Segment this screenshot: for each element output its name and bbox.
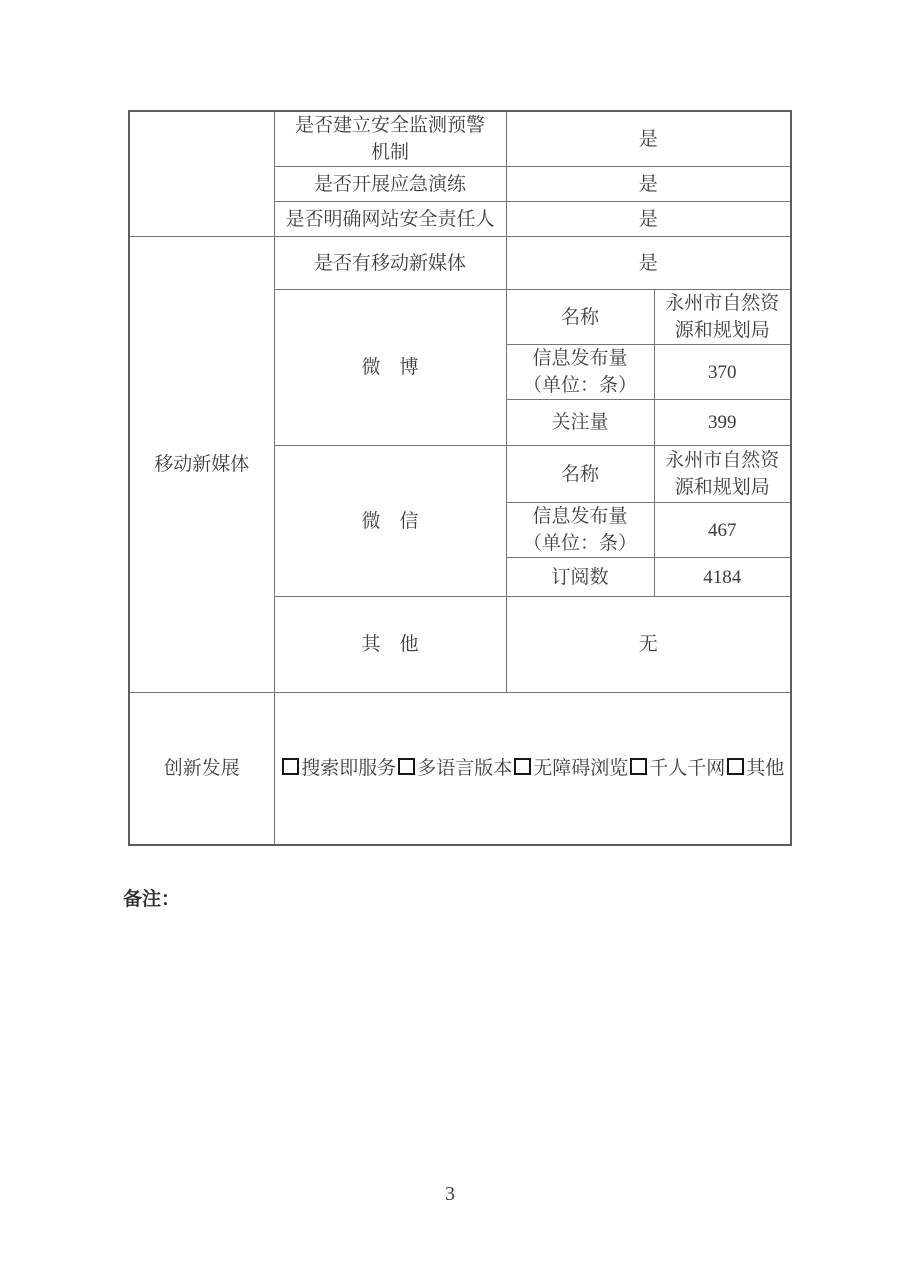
innovation-options-line	[279, 755, 787, 782]
weibo-posts-value: 370	[654, 345, 791, 400]
checkbox-unchecked-icon	[398, 758, 415, 775]
wechat-posts-label	[506, 503, 654, 558]
wechat-posts-label-line1: 信息发布量	[532, 506, 628, 527]
table-row	[129, 693, 791, 845]
security-monitoring-label-line1: 是否建立安全监测预警	[294, 115, 485, 136]
security-officer-value: 是	[506, 202, 791, 237]
mobile-media-section-header: 移动新媒体	[129, 237, 274, 693]
wechat-group-label: 微 信	[274, 446, 506, 597]
innovation-option	[396, 758, 512, 779]
wechat-posts-value: 467	[654, 503, 791, 558]
innovation-option	[512, 758, 628, 779]
innovation-section-header: 创新发展	[129, 693, 274, 845]
checkbox-unchecked-icon	[514, 758, 531, 775]
innovation-option-label: 多语言版本	[417, 757, 513, 779]
security-section-header-cell-empty	[129, 111, 274, 237]
weibo-posts-label	[506, 345, 654, 400]
weibo-name-value-text: 永州市自然资源和规划局	[665, 293, 780, 341]
security-monitoring-value: 是	[506, 111, 791, 167]
wechat-subscribers-value: 4184	[654, 558, 791, 597]
innovation-option-label: 搜索即服务	[301, 757, 397, 779]
innovation-option	[280, 758, 396, 779]
has-mobile-media-label: 是否有移动新媒体	[274, 237, 506, 290]
security-monitoring-label	[274, 111, 506, 167]
weibo-posts-label-line2: （单位：条）	[522, 375, 637, 396]
checkbox-unchecked-icon	[727, 758, 744, 775]
weibo-followers-value: 399	[654, 400, 791, 446]
table-row	[129, 237, 791, 290]
security-officer-label: 是否明确网站安全责任人	[274, 202, 506, 237]
checkbox-unchecked-icon	[282, 758, 299, 775]
weibo-group-label: 微 博	[274, 290, 506, 446]
emergency-drill-label: 是否开展应急演练	[274, 167, 506, 202]
weibo-followers-label: 关注量	[506, 400, 654, 446]
annual-report-table	[128, 110, 792, 846]
has-mobile-media-value: 是	[506, 237, 791, 290]
checkbox-unchecked-icon	[630, 758, 647, 775]
weibo-name-value	[654, 290, 791, 345]
weibo-posts-label-line1: 信息发布量	[532, 348, 628, 369]
innovation-option	[725, 758, 784, 779]
other-media-value: 无	[506, 597, 791, 693]
emergency-drill-value: 是	[506, 167, 791, 202]
innovation-options-cell	[274, 693, 791, 845]
innovation-option-label: 其他	[746, 757, 785, 779]
page-number: 3	[445, 1183, 455, 1205]
wechat-subscribers-label: 订阅数	[506, 558, 654, 597]
other-media-label: 其 他	[274, 597, 506, 693]
wechat-name-label: 名称	[506, 446, 654, 503]
security-monitoring-label-line2: 机制	[370, 142, 409, 163]
wechat-posts-label-line2: （单位：条）	[522, 533, 637, 554]
innovation-option-label: 无障碍浏览	[533, 757, 629, 779]
weibo-name-label: 名称	[506, 290, 654, 345]
innovation-option-label: 千人千网	[649, 757, 726, 779]
wechat-name-value-text: 永州市自然资源和规划局	[665, 450, 780, 498]
table-row	[129, 111, 791, 167]
wechat-name-value	[654, 446, 791, 503]
remarks-label: 备注：	[123, 889, 181, 910]
innovation-option	[628, 758, 725, 779]
